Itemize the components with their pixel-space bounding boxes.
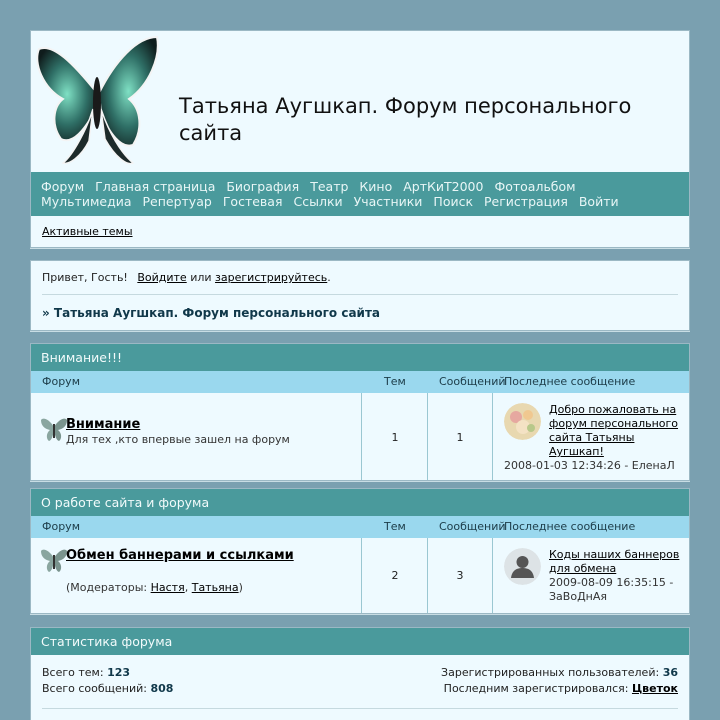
greeting-or: или — [190, 271, 212, 284]
total-posts-label: Всего сообщений: — [42, 682, 147, 695]
avatar-flowers-icon[interactable] — [504, 403, 541, 440]
nav-home[interactable]: Главная страница — [95, 179, 216, 194]
moderators-prefix: (Модераторы: — [66, 581, 148, 594]
nav-cinema[interactable]: Кино — [359, 179, 393, 194]
greeting — [42, 271, 331, 284]
cell-divider — [361, 393, 362, 480]
breadcrumb[interactable]: » Татьяна Аугшкап. Форум персонального сайта — [42, 306, 381, 320]
moderator-link[interactable]: Настя — [150, 581, 185, 594]
nav-multimedia[interactable]: Мультимедиа — [41, 194, 132, 209]
topics-count: 2 — [391, 569, 399, 582]
last-post-link[interactable]: Коды наших баннеров для обмена — [549, 548, 680, 575]
col-last: Последнее сообщение — [504, 520, 636, 533]
divider — [42, 708, 678, 709]
nav-photoalbum[interactable]: Фотоальбом — [494, 179, 576, 194]
col-topics: Тем — [384, 375, 406, 388]
nav-guestbook[interactable]: Гостевая — [222, 194, 283, 209]
col-posts: Сообщений — [439, 520, 506, 533]
moderators-suffix: ) — [238, 581, 243, 594]
forum-row — [31, 538, 689, 613]
active-topics-link[interactable]: Активные темы — [42, 225, 133, 238]
main-nav — [31, 172, 689, 216]
col-last: Последнее сообщение — [504, 375, 636, 388]
last-post-meta: 2008-01-03 12:34:26 - ЕленаЛ — [504, 459, 675, 472]
divider — [42, 294, 678, 295]
last-post-link[interactable]: Добро пожаловать на форум персонального сайта Татьяны Аугшкап! — [549, 403, 679, 458]
nav-theatre[interactable]: Театр — [310, 179, 349, 194]
greeting-dot: . — [327, 271, 331, 284]
forum-butterfly-icon — [40, 415, 68, 443]
forum-title-link[interactable]: Обмен баннерами и ссылками — [66, 548, 294, 563]
newest-member-link[interactable]: Цветок — [631, 682, 678, 695]
nav-register[interactable]: Регистрация — [484, 194, 568, 209]
moderator-link[interactable]: Татьяна — [191, 581, 239, 594]
total-posts — [42, 682, 173, 695]
stats-title: Статистика форума — [31, 628, 689, 655]
column-header — [31, 371, 689, 393]
newest-member-label: Последним зарегистрировался: — [443, 682, 629, 695]
cell-divider — [492, 393, 493, 480]
nav-login[interactable]: Войти — [578, 194, 619, 209]
moderators — [66, 581, 243, 594]
login-link[interactable]: Войдите — [137, 271, 187, 284]
header-panel — [30, 30, 690, 248]
registered-users-value: 36 — [662, 666, 678, 679]
last-post-meta: 2009-08-09 16:35:15 - ЗаВоДнАя — [549, 576, 674, 603]
posts-count: 1 — [456, 431, 464, 444]
forum-butterfly-icon — [40, 546, 68, 574]
col-topics: Тем — [384, 520, 406, 533]
nav-artkit[interactable]: АртКиТ2000 — [403, 179, 484, 194]
registered-users — [441, 666, 678, 679]
forum-title-link[interactable]: Внимание — [66, 417, 141, 432]
register-link[interactable]: зарегистрируйтесь — [215, 271, 328, 284]
total-topics-value: 123 — [107, 666, 131, 679]
cell-divider — [427, 393, 428, 480]
cell-divider — [492, 538, 493, 613]
nav-repertoire[interactable]: Репертуар — [142, 194, 212, 209]
stats-panel — [30, 627, 690, 720]
posts-count: 3 — [456, 569, 464, 582]
col-forum: Форум — [42, 520, 80, 533]
nav-search[interactable]: Поиск — [433, 194, 474, 209]
cell-divider — [361, 538, 362, 613]
total-topics-label: Всего тем: — [42, 666, 104, 679]
welcome-panel — [30, 260, 690, 331]
column-header — [31, 516, 689, 538]
registered-users-label: Зарегистрированных пользователей: — [441, 666, 660, 679]
newest-member — [444, 682, 678, 695]
category-title[interactable]: О работе сайта и форума — [31, 489, 689, 516]
nav-biography[interactable]: Биография — [226, 179, 300, 194]
cell-divider — [427, 538, 428, 613]
butterfly-logo-icon — [33, 33, 161, 167]
forum-description: Для тех ,кто впервые зашел на форум — [66, 433, 290, 446]
forum-row — [31, 393, 689, 480]
col-forum: Форум — [42, 375, 80, 388]
nav-forum[interactable]: Форум — [41, 179, 85, 194]
nav-members[interactable]: Участники — [353, 194, 423, 209]
moderators-comma: , — [184, 581, 189, 594]
category-site-work — [30, 488, 690, 614]
greeting-text: Привет, Гость! — [42, 271, 128, 284]
topics-count: 1 — [391, 431, 399, 444]
avatar-default-icon[interactable] — [504, 548, 541, 585]
total-topics — [42, 666, 130, 679]
total-posts-value: 808 — [150, 682, 174, 695]
category-attention — [30, 343, 690, 481]
nav-links[interactable]: Ссылки — [293, 194, 343, 209]
col-posts: Сообщений — [439, 375, 506, 388]
site-title: Татьяна Аугшкап. Форум персонального сайта — [179, 94, 632, 145]
logo-area — [31, 31, 689, 171]
category-title[interactable]: Внимание!!! — [31, 344, 689, 371]
